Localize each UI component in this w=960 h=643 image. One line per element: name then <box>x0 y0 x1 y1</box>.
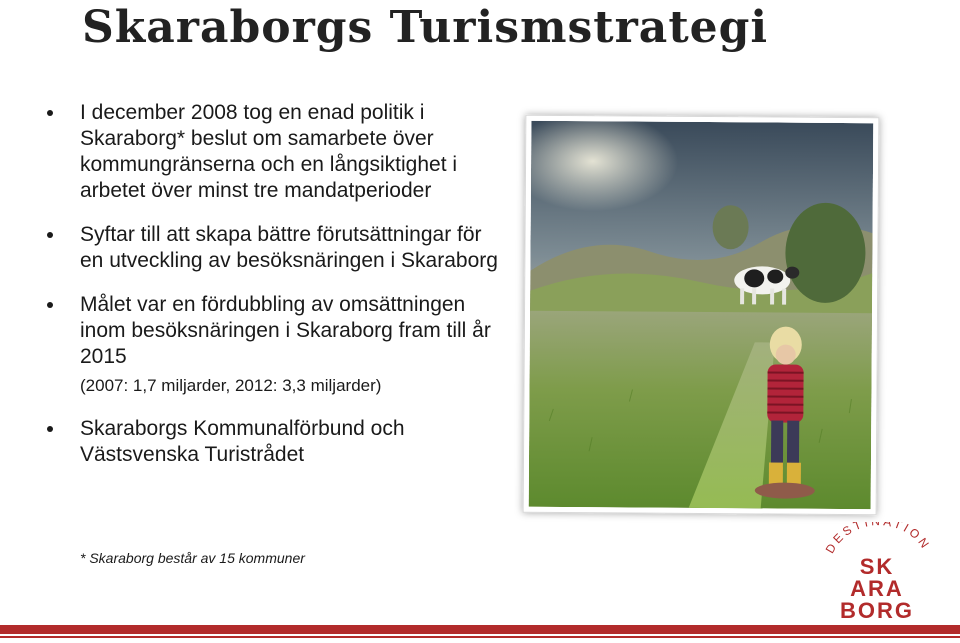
bullet-item <box>40 100 510 204</box>
bullet-item <box>40 416 510 468</box>
bullet-text: Syftar till att skapa bättre förutsättningar för en utveckling av besöksnäringen i Skaraborg <box>80 223 498 272</box>
footnote: * Skaraborg består av 15 kommuner <box>80 550 305 566</box>
bullet-text: Skaraborgs Kommunalförbund och Västsvenska Turistrådet <box>80 417 405 466</box>
child-in-field-photo <box>529 121 874 509</box>
bullet-list <box>40 100 510 468</box>
bottom-accent-bar <box>0 625 960 634</box>
bullet-text: Målet var en fördubbling av omsättningen inom besöksnäringen i Skaraborg fram till år 2015 <box>80 293 491 368</box>
bottom-accent-line <box>0 636 960 638</box>
bullet-subtext: (2007: 1,7 miljarder, 2012: 3,3 miljarder) <box>80 376 382 395</box>
logo-arc-text: DESTI TION <box>822 522 934 556</box>
logo-line-2: ARA <box>850 576 904 601</box>
slide-title: Skaraborgs Turismstrategi <box>82 2 769 53</box>
bullet-item <box>40 292 510 398</box>
bullet-text: I december 2008 tog en enad politik i Skaraborg* beslut om samarbete över kommungränserna och en långsiktighet i arbetet över minst tre mandatperioder <box>80 101 458 202</box>
photo-frame <box>523 115 880 515</box>
destination-skaraborg-logo <box>818 522 936 622</box>
logo-line-1: SK <box>859 554 895 579</box>
logo-line-3: BORG <box>840 598 914 622</box>
bullet-item <box>40 222 510 274</box>
photo-illustration <box>529 121 874 509</box>
